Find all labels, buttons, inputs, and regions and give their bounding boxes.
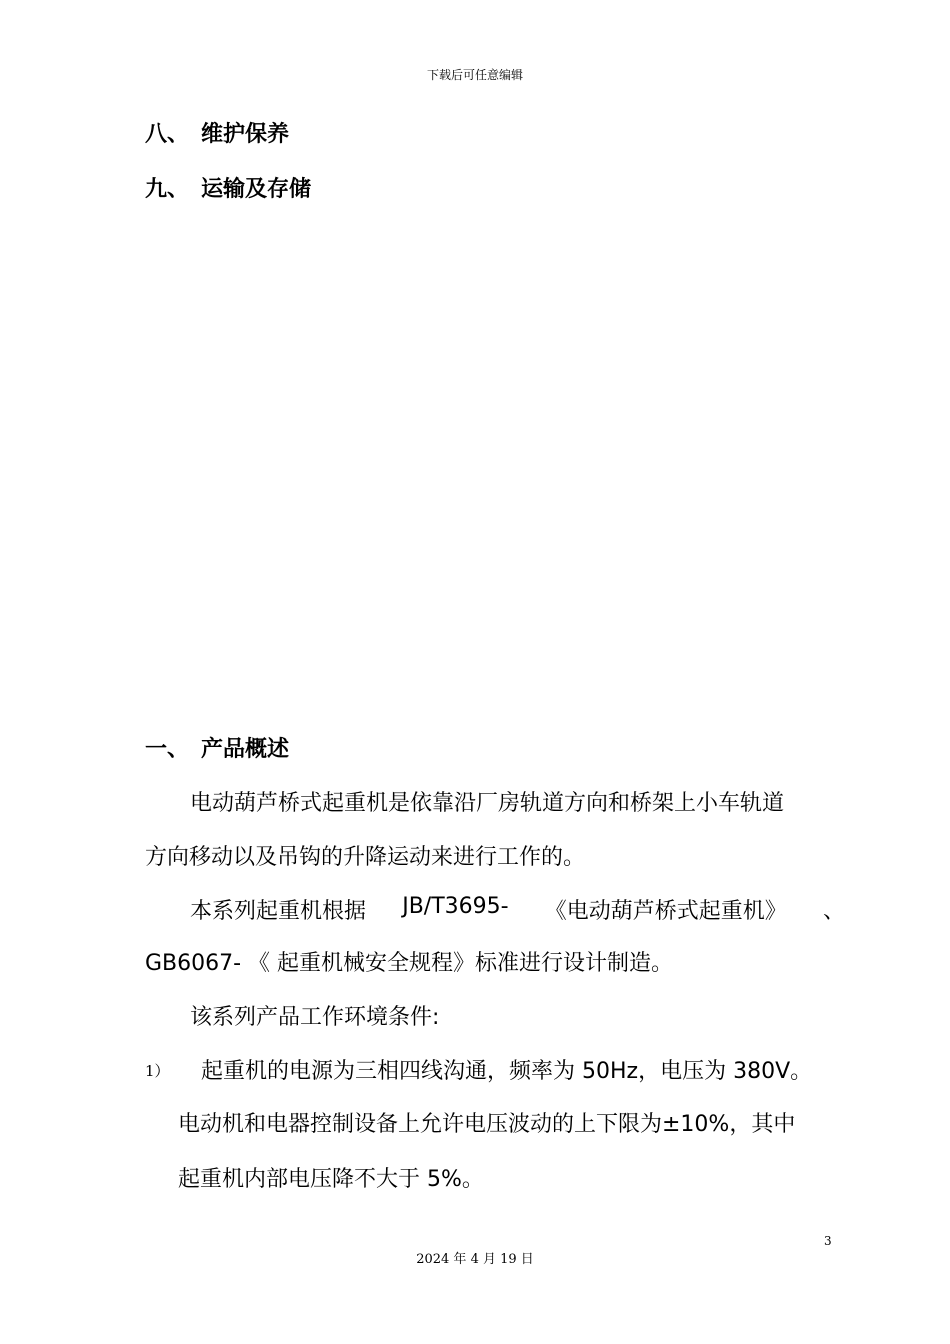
standard-title: 《电动葫芦桥式起重机》 [544, 899, 787, 924]
page-footer-date: 2024 年 4 月 19 日 [416, 1252, 534, 1267]
list-item-line: 起重机内部电压降不大于 5%。 [178, 1167, 484, 1192]
toc-item-8 [145, 117, 289, 148]
page-header: 下载后可任意编辑 [426, 68, 523, 82]
toc-item-title: 维护保养 [201, 122, 290, 147]
paragraph-fragment: 本系列起重机根据 [190, 899, 367, 924]
standard-code: JB/T3695- [402, 894, 509, 919]
section-number: 一、 [145, 737, 190, 762]
toc-item-title: 运输及存储 [201, 177, 312, 202]
page-number: 3 [824, 1234, 832, 1248]
toc-item-number: 九、 [145, 177, 190, 202]
punctuation: 、 [822, 899, 845, 924]
paragraph-line: 电动葫芦桥式起重机是依靠沿厂房轨道方向和桥架上小车轨道 [190, 791, 785, 816]
paragraph-line: 该系列产品工作环境条件: [190, 1005, 440, 1030]
section-title: 产品概述 [201, 737, 290, 762]
paragraph-line: 方向移动以及吊钩的升降运动来进行工作的。 [145, 845, 586, 870]
list-item-line: 起重机的电源为三相四线沟通，频率为 50Hz，电压为 380V。 [201, 1059, 813, 1084]
paragraph-line [190, 894, 845, 925]
paragraph-line: GB6067- 《 起重机械安全规程》标准进行设计制造。 [145, 951, 674, 976]
toc-item-9 [145, 172, 311, 203]
list-item-line: 电动机和电器控制设备上允许电压波动的上下限为±10%，其中 [178, 1112, 796, 1137]
section-heading [145, 732, 289, 763]
list-item-marker: 1） [145, 1062, 170, 1080]
toc-item-number: 八、 [145, 122, 190, 147]
